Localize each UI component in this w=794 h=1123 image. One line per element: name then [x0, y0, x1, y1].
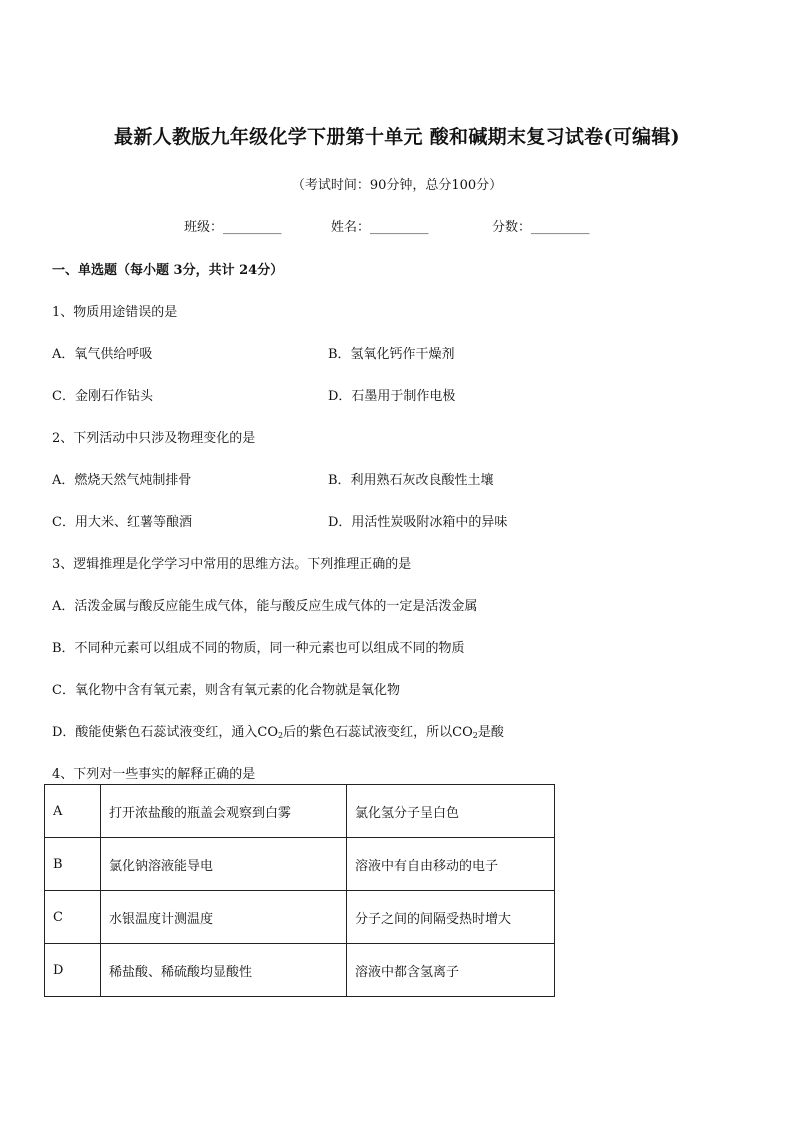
- co2-subscript-2: 2: [472, 731, 478, 740]
- question-3-option-b: B．不同种元素可以组成不同的物质，同一种元素也可以组成不同的物质: [52, 641, 465, 656]
- table-cell-explanation: 溶液中都含氢离子: [347, 944, 555, 997]
- question-2-option-d: D．用活性炭吸附冰箱中的异味: [328, 515, 508, 530]
- table-cell-explanation: 溶液中有自由移动的电子: [347, 838, 555, 891]
- table-row: [45, 891, 555, 944]
- score-field: 分数：_________: [492, 220, 590, 235]
- section-heading: 一、单选题（每小题 3分，共计 24分）: [52, 263, 284, 278]
- table-cell-fact: 稀盐酸、稀硫酸均显酸性: [101, 944, 347, 997]
- question-3-option-a: A．活泼金属与酸反应能生成气体，能与酸反应生成气体的一定是活泼金属: [52, 599, 478, 614]
- table-cell-explanation: 分子之间的间隔受热时增大: [347, 891, 555, 944]
- page-title: 最新人教版九年级化学下册第十单元 酸和碱期末复习试卷(可编辑): [114, 126, 680, 148]
- question-1-option-a: A．氧气供给呼吸: [52, 347, 153, 362]
- option-d-text-3: 是酸: [477, 725, 504, 740]
- question-2-option-c: C．用大米、红薯等酿酒: [52, 515, 192, 530]
- question-2-stem: 2、下列活动中只涉及物理变化的是: [52, 431, 256, 446]
- option-d-text-2: 后的紫色石蕊试液变红，所以CO: [283, 725, 473, 740]
- co2-subscript-1: 2: [278, 731, 284, 740]
- facts-table: [44, 784, 555, 997]
- table-row: [45, 838, 555, 891]
- question-3-stem: 3、逻辑推理是化学学习中常用的思维方法。下列推理正确的是: [52, 557, 412, 572]
- table-cell-label: A: [45, 785, 101, 838]
- option-d-text-1: D．酸能使紫色石蕊试液变红，通入CO: [52, 725, 279, 740]
- table-cell-fact: 氯化钠溶液能导电: [101, 838, 347, 891]
- table-cell-label: D: [45, 944, 101, 997]
- exam-subtitle: （考试时间：90分钟，总分100分）: [291, 178, 503, 193]
- question-2-option-a: A．燃烧天然气炖制排骨: [52, 473, 192, 488]
- table-row: [45, 944, 555, 997]
- table-cell-explanation: 氯化氢分子呈白色: [347, 785, 555, 838]
- question-1-stem: 1、物质用途错误的是: [52, 305, 178, 320]
- table-cell-fact: 水银温度计测温度: [101, 891, 347, 944]
- table-cell-label: C: [45, 891, 101, 944]
- question-4-stem: 4、下列对一些事实的解释正确的是: [52, 767, 256, 782]
- question-1-option-c: C．金刚石作钻头: [52, 389, 153, 404]
- name-field: 姓名：_________: [331, 220, 429, 235]
- question-2-option-b: B．利用熟石灰改良酸性土壤: [328, 473, 494, 488]
- table-cell-label: B: [45, 838, 101, 891]
- question-3-option-c: C．氧化物中含有氧元素，则含有氧元素的化合物就是氧化物: [52, 683, 400, 698]
- question-1-option-d: D．石墨用于制作电极: [328, 389, 456, 404]
- question-1-option-b: B．氢氧化钙作干燥剂: [328, 347, 455, 362]
- question-3-option-d: [52, 721, 504, 740]
- table-cell-fact: 打开浓盐酸的瓶盖会观察到白雾: [101, 785, 347, 838]
- class-field: 班级：_________: [184, 220, 282, 235]
- table-row: [45, 785, 555, 838]
